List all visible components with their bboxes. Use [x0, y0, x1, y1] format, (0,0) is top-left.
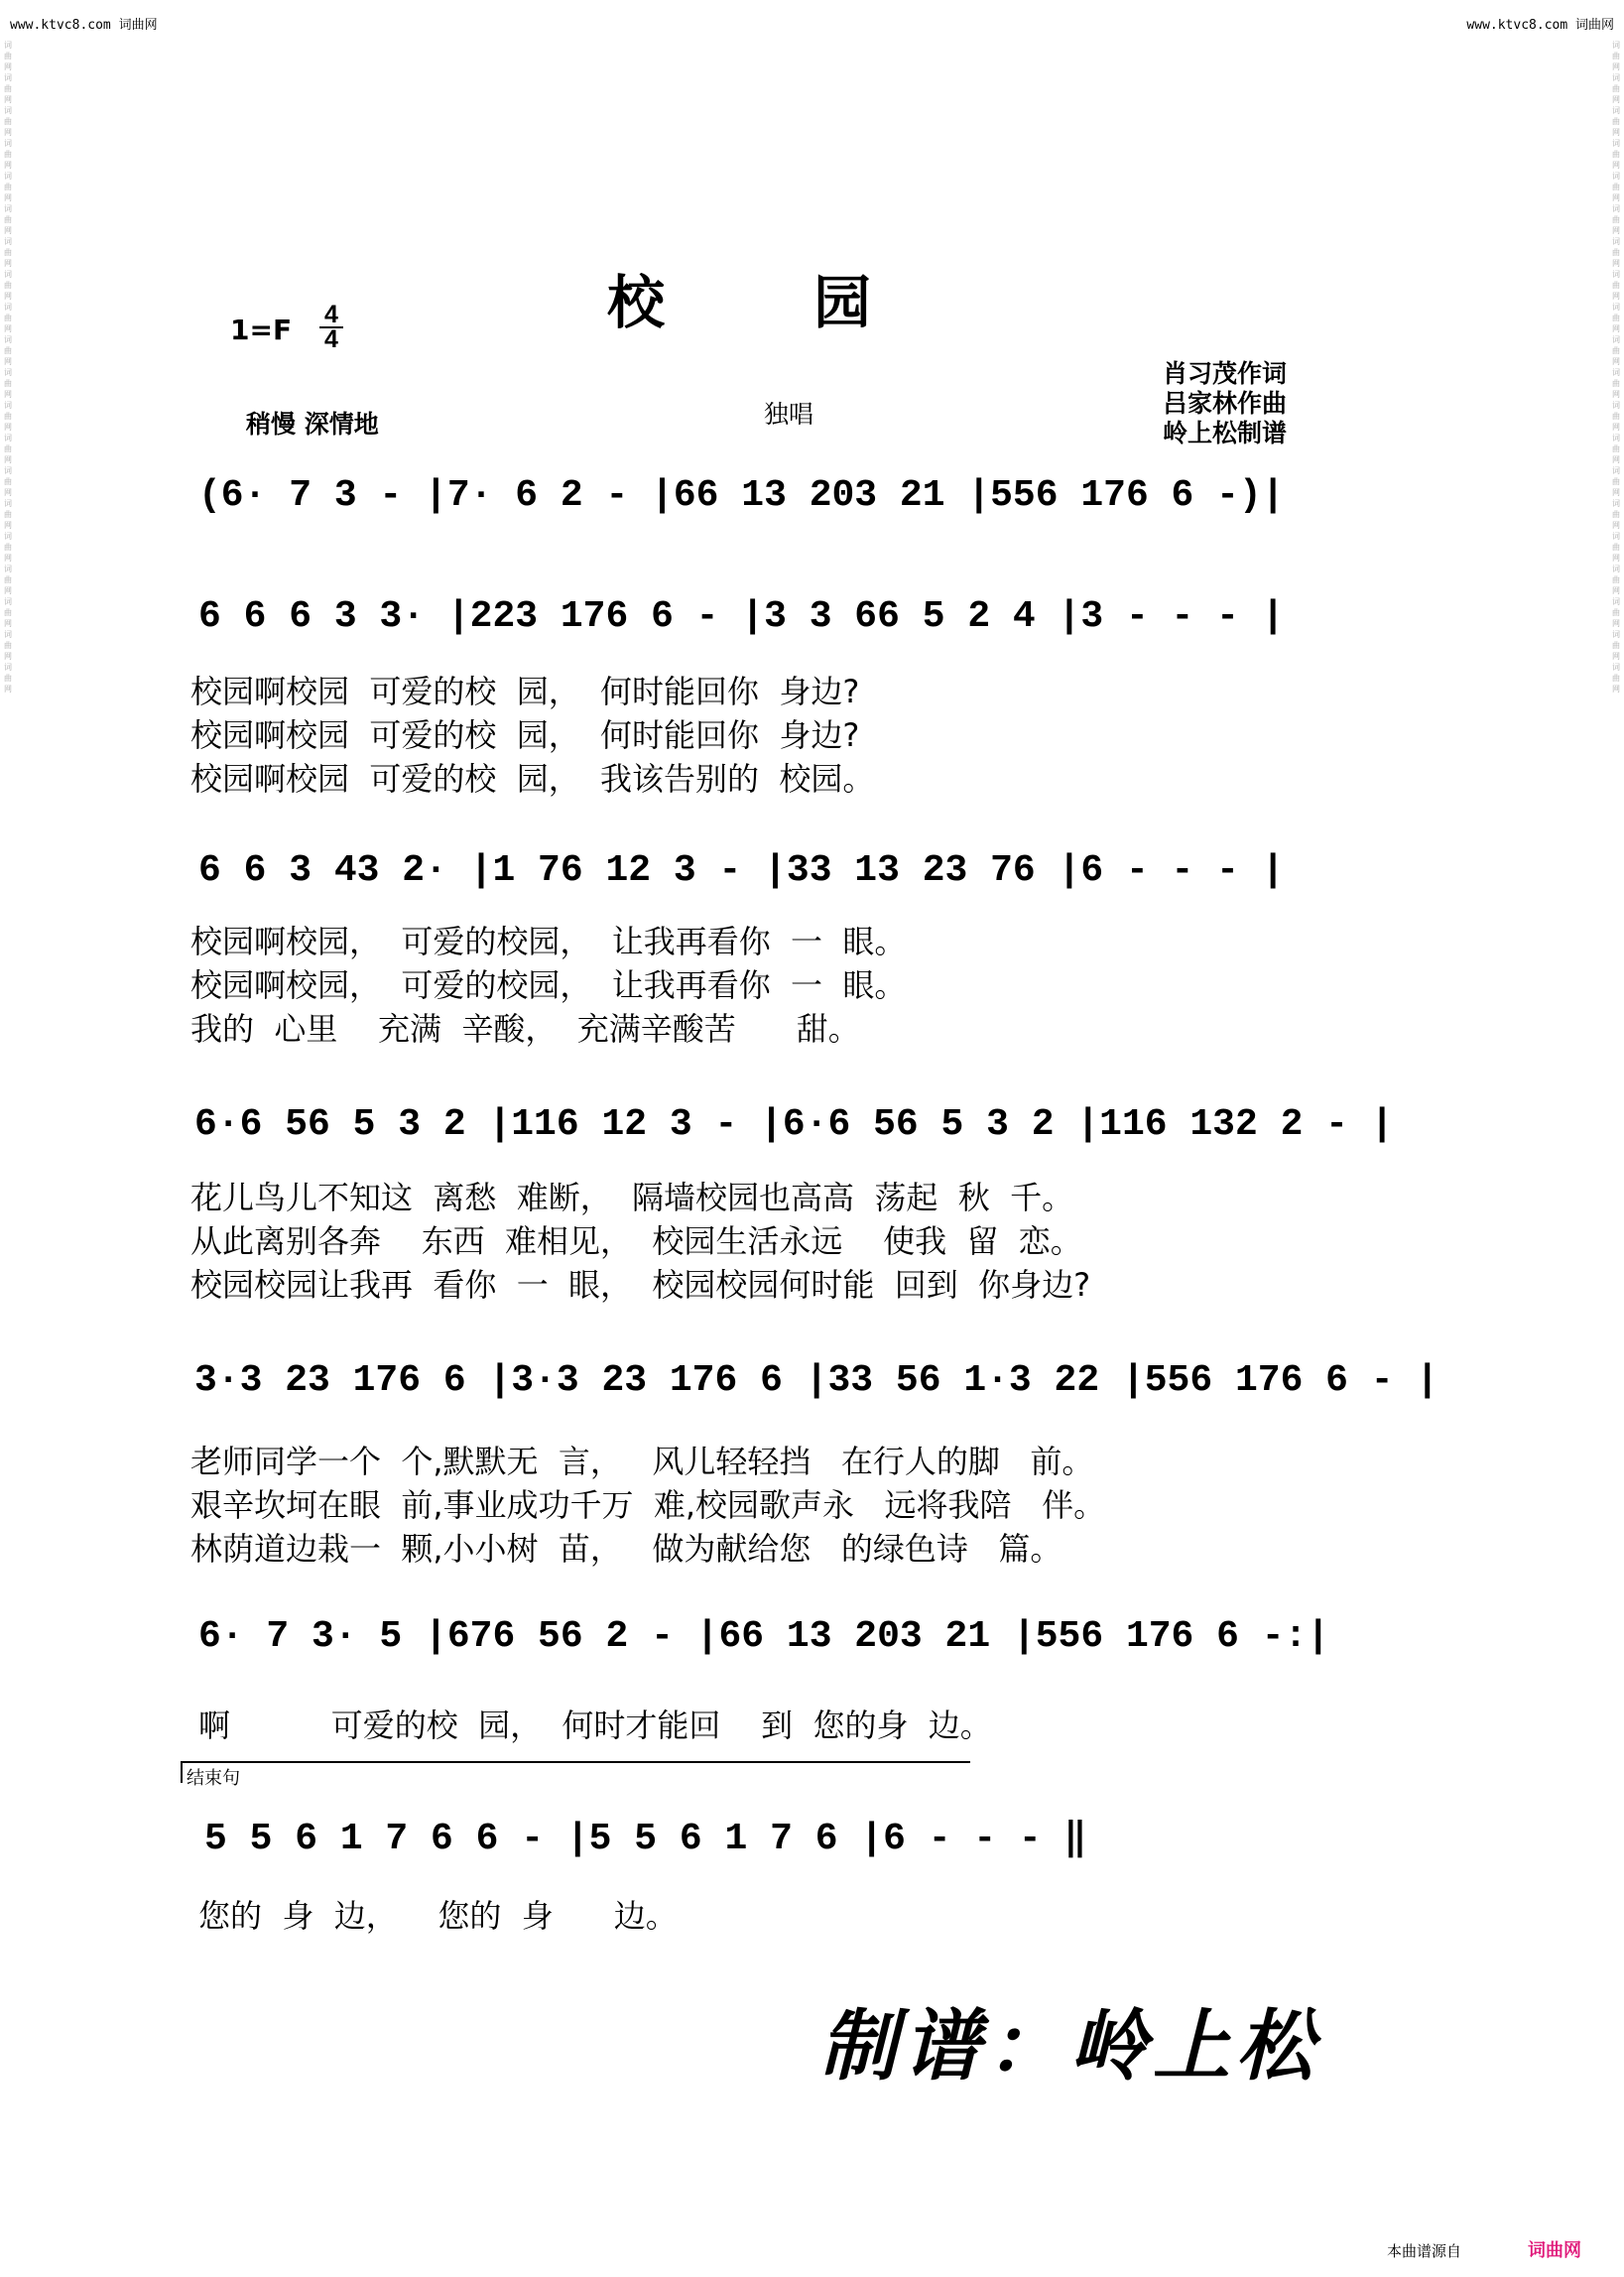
- lyric-line-4-1: 花儿鸟儿不知这 离愁 难断， 隔墙校园也高高 荡起 秋 千。: [190, 1179, 1074, 1216]
- ending-bracket: [181, 1761, 970, 1763]
- score-line-4: 6·6 56 5 3 2 |116 12 3 - |6·6 56 5 3 2 |116 132 2 - |: [194, 1103, 1394, 1146]
- footer-logo[interactable]: 词曲网: [1528, 2240, 1581, 2261]
- composer: 吕家林作曲: [1163, 389, 1288, 418]
- lyric-line-2-1: 校园啊校园 可爱的校 园， 何时能回你 身边?: [190, 673, 860, 710]
- lyric-line-4-2: 从此离别各奔 东西 难相见， 校园生活永远 使我 留 恋。: [190, 1222, 1082, 1260]
- ending-label: 结束句: [187, 1768, 240, 1789]
- header-site-left[interactable]: www.ktvc8.com 词曲网: [10, 18, 158, 33]
- credits: [1163, 359, 1287, 448]
- footer-source-text: 本曲谱源自: [1387, 2242, 1462, 2260]
- lyric-line-5-1: 老师同学一个 个,默默无 言， 风儿轻轻挡 在行人的脚 前。: [190, 1443, 1094, 1480]
- key-signature: 1=F: [230, 314, 293, 346]
- time-signature-bottom: 4: [319, 326, 343, 351]
- lyric-line-2-3: 校园啊校园 可爱的校 园， 我该告别的 校园。: [190, 760, 875, 798]
- ending-bracket-left: [181, 1761, 183, 1783]
- tempo-marking: 稍慢 深情地: [246, 410, 379, 439]
- score-line-6: 6· 7 3· 5 |676 56 2 - |66 13 203 21 |556 176 6 -:|: [198, 1615, 1330, 1658]
- score-line-5: 3·3 23 176 6 |3·3 23 176 6 |33 56 1·3 22 |556 176 6 - |: [194, 1359, 1439, 1402]
- ending-score-line: 5 5 6 1 7 6 6 - |5 5 6 1 7 6 |6 - - - ‖: [204, 1818, 1087, 1860]
- lyricist: 肖习茂作词: [1163, 359, 1288, 388]
- right-margin-watermark: 词曲网词曲网词曲网词曲网词曲网词曲网词曲网词曲网词曲网词曲网词曲网词曲网词曲网词曲网词曲网词曲网词曲网词曲网词曲网词曲网: [1612, 41, 1620, 694]
- song-title: 校园: [607, 269, 1021, 336]
- lyric-line-6-1: 啊 可爱的校 园， 何时才能回 到 您的身 边。: [198, 1707, 992, 1744]
- header-site-right[interactable]: www.ktvc8.com 词曲网: [1466, 18, 1614, 33]
- score-line-1: (6· 7 3 - |7· 6 2 - |66 13 203 21 |556 176 6 -)|: [198, 474, 1285, 517]
- lyric-line-3-2: 校园啊校园， 可爱的校园， 让我再看你 一 眼。: [190, 966, 907, 1004]
- ending-lyric-line: 您的 身 边， 您的 身 边。: [198, 1897, 678, 1935]
- performance-type: 独唱: [764, 400, 814, 429]
- lyric-line-5-3: 林荫道边栽一 颗,小小树 苗， 做为献给您 的绿色诗 篇。: [190, 1530, 1062, 1568]
- lyric-line-2-2: 校园啊校园 可爱的校 园， 何时能回你 身边?: [190, 716, 860, 754]
- time-signature: [319, 301, 343, 353]
- score-line-3: 6 6 3 43 2· |1 76 12 3 - |33 13 23 76 |6 - - - |: [198, 849, 1285, 892]
- lyric-line-5-2: 艰辛坎坷在眼 前,事业成功千万 难,校园歌声永 远将我陪 伴。: [190, 1486, 1106, 1524]
- score-line-2: 6 6 6 3 3· |223 176 6 - |3 3 66 5 2 4 |3 - - - |: [198, 595, 1285, 638]
- lyric-line-4-3: 校园校园让我再 看你 一 眼， 校园校园何时能 回到 你身边?: [190, 1266, 1091, 1304]
- transcriber: 岭上松制谱: [1163, 419, 1288, 447]
- lyric-line-3-3: 我的 心里 充满 辛酸， 充满辛酸苦 甜。: [190, 1010, 860, 1048]
- time-signature-top: 4: [324, 301, 338, 328]
- left-margin-watermark: 词曲网词曲网词曲网词曲网词曲网词曲网词曲网词曲网词曲网词曲网词曲网词曲网词曲网词曲网词曲网词曲网词曲网词曲网词曲网词曲网: [4, 41, 12, 694]
- lyric-line-3-1: 校园啊校园， 可爱的校园， 让我再看你 一 眼。: [190, 923, 907, 960]
- transcriber-signature: 制谱：岭上松: [819, 2001, 1320, 2091]
